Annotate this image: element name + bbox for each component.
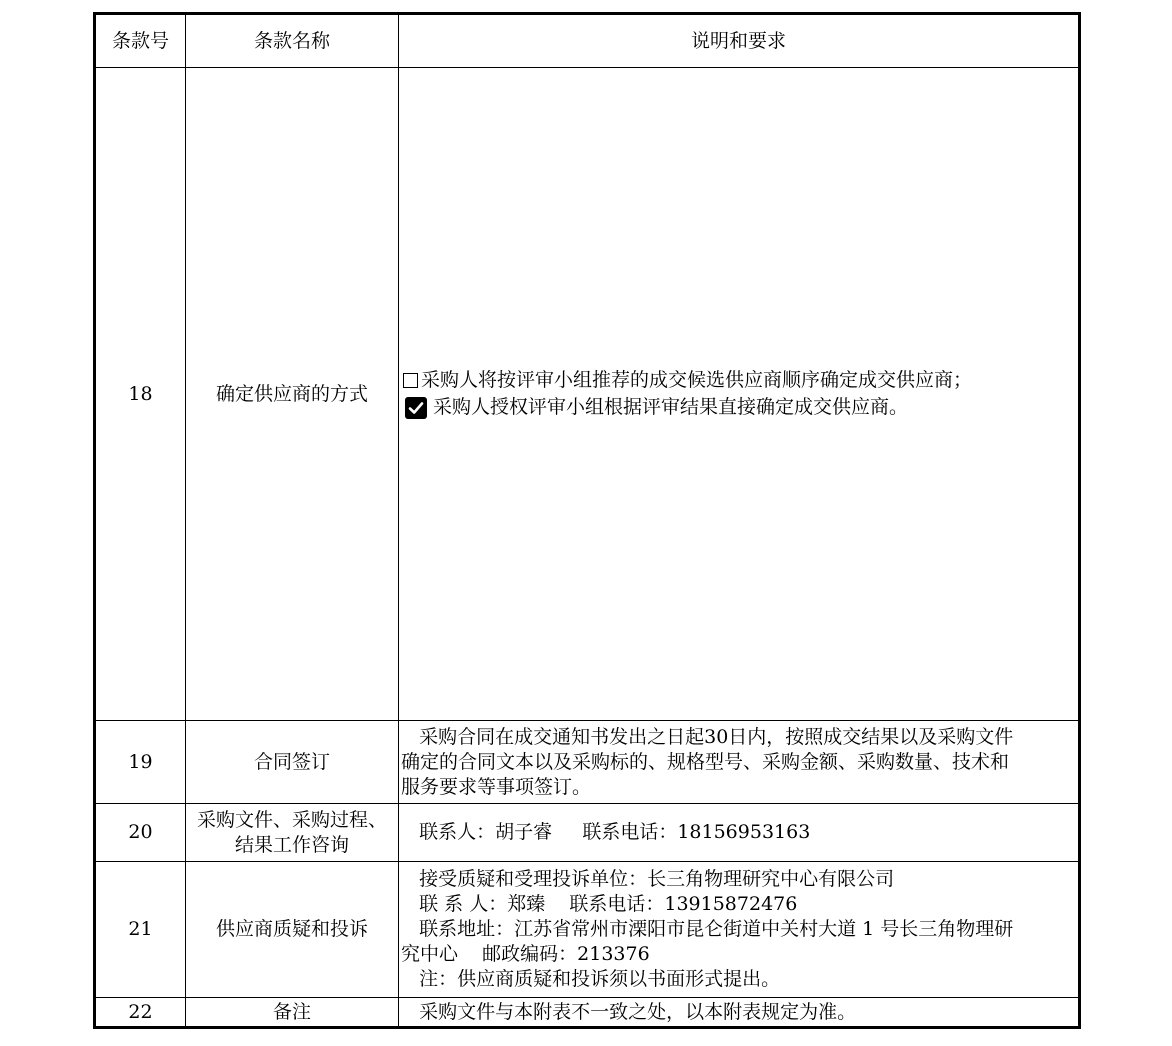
clause-number: 21 xyxy=(95,862,186,998)
table-row xyxy=(95,721,1080,804)
table-header-row xyxy=(95,14,1080,68)
clause-number: 18 xyxy=(95,68,186,721)
clause-description xyxy=(399,998,1080,1028)
header-description: 说明和要求 xyxy=(399,14,1080,68)
clause-description xyxy=(399,68,1080,721)
description-line: 联系地址：江苏省常州市溧阳市昆仑街道中关村大道 1 号长三角物理研 xyxy=(401,918,1014,940)
option-line xyxy=(401,368,1076,393)
description-line: 接受质疑和受理投诉单位：长三角物理研究中心有限公司 xyxy=(401,868,895,890)
description-line: 服务要求等事项签订。 xyxy=(401,775,592,798)
option-text: 采购人授权评审小组根据评审结果直接确定成交供应商。 xyxy=(433,396,909,418)
header-clause-number: 条款号 xyxy=(95,14,186,68)
clause-name xyxy=(186,804,399,862)
option-text: 采购人将按评审小组推荐的成交候选供应商顺序确定成交供应商； xyxy=(421,369,973,391)
description-line: 确定的合同文本以及采购标的、规格型号、采购金额、采购数量、技术和 xyxy=(401,750,1010,773)
clause-name: 备注 xyxy=(186,998,399,1028)
option-line xyxy=(401,395,1076,420)
unchecked-checkbox-icon[interactable] xyxy=(403,373,418,388)
clauses-table xyxy=(93,12,1081,1029)
checked-checkbox-icon[interactable] xyxy=(405,397,427,419)
clause-name: 确定供应商的方式 xyxy=(186,68,399,721)
clause-name: 合同签订 xyxy=(186,721,399,804)
description-line: 采购合同在成交通知书发出之日起30日内，按照成交结果以及采购文件 xyxy=(401,725,1014,748)
description-line: 采购文件与本附表不一致之处，以本附表规定为准。 xyxy=(401,1000,857,1023)
header-clause-name: 条款名称 xyxy=(186,14,399,68)
clause-description xyxy=(399,804,1080,862)
description-line: 注：供应商质疑和投诉须以书面形式提出。 xyxy=(401,968,781,990)
clause-name-line: 结果工作咨询 xyxy=(234,833,349,856)
clause-description xyxy=(399,862,1080,998)
clause-name-line: 采购文件、采购过程、 xyxy=(196,808,387,831)
table-row xyxy=(95,68,1080,721)
contact-line: 联系人：胡子睿 联系电话：18156953163 xyxy=(401,821,811,843)
table-row xyxy=(95,998,1080,1028)
clause-number: 22 xyxy=(95,998,186,1028)
description-line: 究中心 邮政编码：213376 xyxy=(401,943,650,965)
clause-name: 供应商质疑和投诉 xyxy=(186,862,399,998)
clause-number: 19 xyxy=(95,721,186,804)
table-row xyxy=(95,804,1080,862)
description-line: 联 系 人：郑臻 联系电话：13915872476 xyxy=(401,893,798,915)
table-row xyxy=(95,862,1080,998)
clause-description xyxy=(399,721,1080,804)
clause-number: 20 xyxy=(95,804,186,862)
